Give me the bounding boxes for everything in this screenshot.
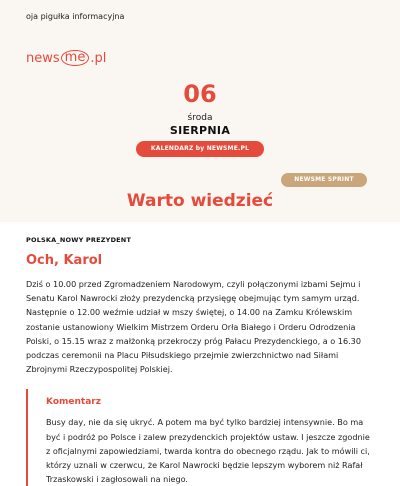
sprint-button[interactable]: NEWSME SPRINT (281, 173, 367, 187)
calendar-button[interactable]: KALENDARZ by NEWSME.PL (136, 141, 264, 157)
tagline: oja pigułka informacyjna (26, 12, 125, 21)
comment-text: Busy day, nie da się ukryć. A potem ma być tylko bardziej intensywnie. Bo ma być i podróż po Polsce i zalew prezydenckich projektów ustaw. I jeszcze zgodnie z oficjalnymi zapowiedziami, twarda kontra do obecnego rządu. Jak to mówili ci, którzy uznali w czerwcu, że Karol Nawrocki będzie lepszym wyborem niż Rafał Trzaskowski i zagłosowali na niego. (46, 417, 370, 485)
article-body: Dziś o 10.00 przed Zgromadzeniem Narodowym, czyli połączonymi izbami Sejmu i Senatu Karol Nawrocki złoży prezydencką przysięgę obejmując tym samym urząd. Następnie o 12.00 weźmie udział w mszy świętej, o 14.00 na Zamku Królewskim zostanie ustanowiony Wielkim Mistrzem Orderu Orła Białego i Orderu Odrodzenia Polski, o 15.15 wraz z małżonką przekroczy próg Pałacu Prezydenckiego, a o 16.30 podczas ceremonii na Placu Piłsudskiego przejmie zwierzchnictwo nad Siłami Zbrojnymi Rzeczypospolitej Polskiej. (26, 279, 361, 375)
comment-box (26, 389, 374, 486)
article-headline: Och, Karol (26, 253, 103, 268)
logo-circle: me (61, 50, 90, 66)
article (0, 222, 400, 486)
newsletter-header (0, 0, 400, 222)
section-title: Warto wiedzieć (126, 191, 274, 211)
day-name: środa (187, 113, 213, 123)
logo-text-left: news (26, 50, 60, 66)
logo-text-right: .pl (90, 50, 107, 66)
newsme-logo[interactable] (26, 50, 106, 66)
month-name: SIERPNIA (169, 124, 231, 137)
article-category: POLSKA_NOWY PREZYDENT (26, 236, 132, 244)
day-number: 06 (183, 80, 217, 108)
comment-title: Komentarz (46, 397, 101, 408)
